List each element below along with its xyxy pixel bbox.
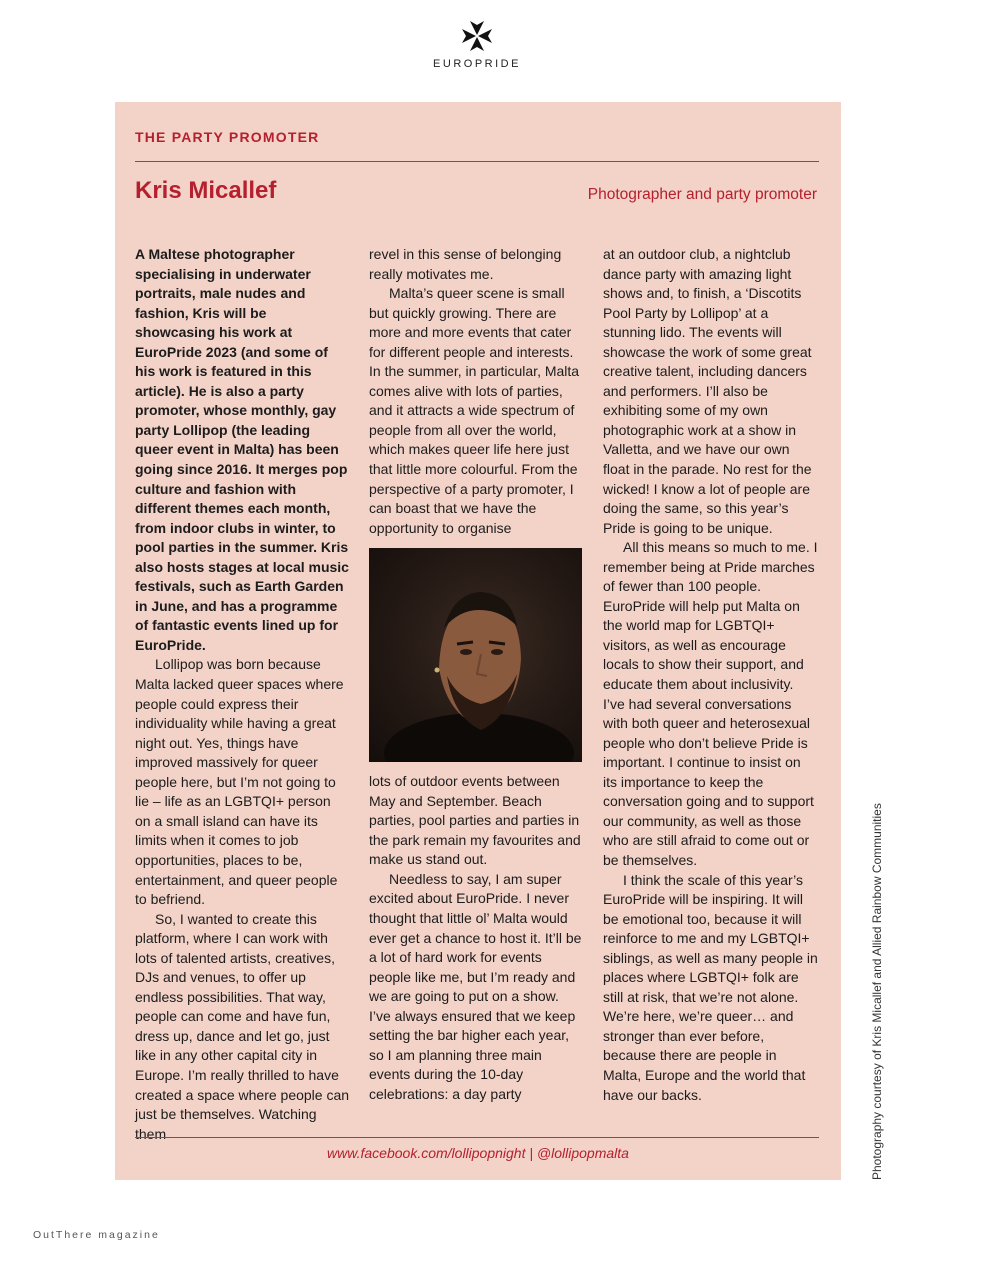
body-paragraph: revel in this sense of belonging really motivates me. xyxy=(369,246,562,282)
body-paragraph: Malta’s queer scene is small but quickly growing. There are more and more events that cater for different people and interests. In the summer, in particular, Malta comes alive with lots of parties, and it attracts a wide spectrum of people from all over the world, which makes queer life here just that little more colourful. From the perspective of a party promoter, I can boast that we have the opportunity to organise xyxy=(369,285,580,536)
maltese-cross-icon xyxy=(459,18,495,54)
body-paragraph: So, I wanted to create this platform, where I can work with lots of talented artists, creatives, DJs and venues, to offer up endless possibilities. That way, people can come and have fun, dress up, dance and let go, just like in any other capital city in Europe. I’m really thrilled to have created a space where people can just be themselves. Watching them xyxy=(135,910,350,1142)
intro-paragraph: A Maltese photographer specialising in underwater portraits, male nudes and fashion, Kris will be showcasing his work at EuroPride 2023 (and some of his work is featured in this article). He is also a party promoter, whose monthly, gay party Lollipop (the leading queer event in Malta) has been going since 2016. It merges pop culture and fashion with different themes each month, from indoor clubs in winter, to pool parties in the summer. Kris also hosts stages at local music festivals, such as Earth Garden in June, and has a programme of fantastic events lined up for EuroPride. xyxy=(135,246,349,653)
body-paragraph: Lollipop was born because Malta lacked queer spaces where people could express their individuality while having a great night out. Yes, things have improved massively for queer people here, but I’m not going to lie – life as an LGBTQI+ person on a small island can have its limits when it comes to job opportunities, places to be, entertainment, and queer people to befriend. xyxy=(135,656,344,908)
top-divider xyxy=(135,161,819,162)
article-kicker: THE PARTY PROMOTER xyxy=(135,129,320,145)
body-paragraph: lots of outdoor events between May and September. Beach parties, pool parties and parties in the park remain my favourites and make us stand out. xyxy=(369,773,581,868)
body-paragraph: Needless to say, I am super excited about EuroPride. I never thought that little ol’ Malta would ever get a chance to host it. It’ll be a lot of hard work for events people like me, but I’m ready and we are going to put on a show. I’ve always ensured that we keep setting the bar higher each year, so I am planning three main events during the 10-day celebrations: a day party xyxy=(369,870,582,1102)
photo-credit: Photography courtesy of Kris Micallef and Allied Rainbow Communities xyxy=(870,803,884,1180)
portrait-photo xyxy=(369,548,582,762)
person-role: Photographer and party promoter xyxy=(587,186,817,203)
bottom-divider xyxy=(135,1137,819,1138)
body-paragraph: I think the scale of this year’s EuroPride will be inspiring. It will be emotional too, because it will reinforce to me and my LGBTQI+ siblings, as well as many people in places where LGBTQI+ folk are still at risk, that we’re not alone. We’re here, we’re queer… and stronger than ever before, because there are people in Malta, Europe and the world that have our backs. xyxy=(603,871,818,1103)
section-label: EUROPRIDE xyxy=(433,58,521,70)
social-links[interactable]: www.facebook.com/lollipopnight | @lollipopmalta xyxy=(327,1145,629,1161)
person-name: Kris Micallef xyxy=(135,177,277,204)
body-paragraph: All this means so much to me. I remember being at Pride marches of fewer than 100 people. EuroPride will help put Malta on the world map for LGBTQI+ visitors, as well as encourage locals to show their support, and educate them about inclusivity. I’ve had several conversations with both queer and heterosexual people who don’t believe Pride is important. I continue to insist on its importance to keep the conversation going and to support our community, as well as those who are still afraid to come out or be themselves. xyxy=(603,539,818,868)
column-3 xyxy=(603,245,818,1105)
column-1 xyxy=(135,245,350,1144)
body-paragraph: at an outdoor club, a nightclub dance party with amazing light shows and, to finish, a ‘Discotits Pool Party by Lollipop’ at a stunning lido. The events will showcase the work of some great creative talent, including dancers and performers. I’ll also be exhibiting some of my own photographic work at a show in Valletta, and we have our own float in the parade. No rest for the wicked! I know a lot of people are doing the same, so this year’s Pride is going to be unique. xyxy=(603,246,812,536)
magazine-footer: OutThere magazine xyxy=(33,1229,160,1241)
article-panel xyxy=(115,102,841,1180)
column-2 xyxy=(369,245,584,1105)
